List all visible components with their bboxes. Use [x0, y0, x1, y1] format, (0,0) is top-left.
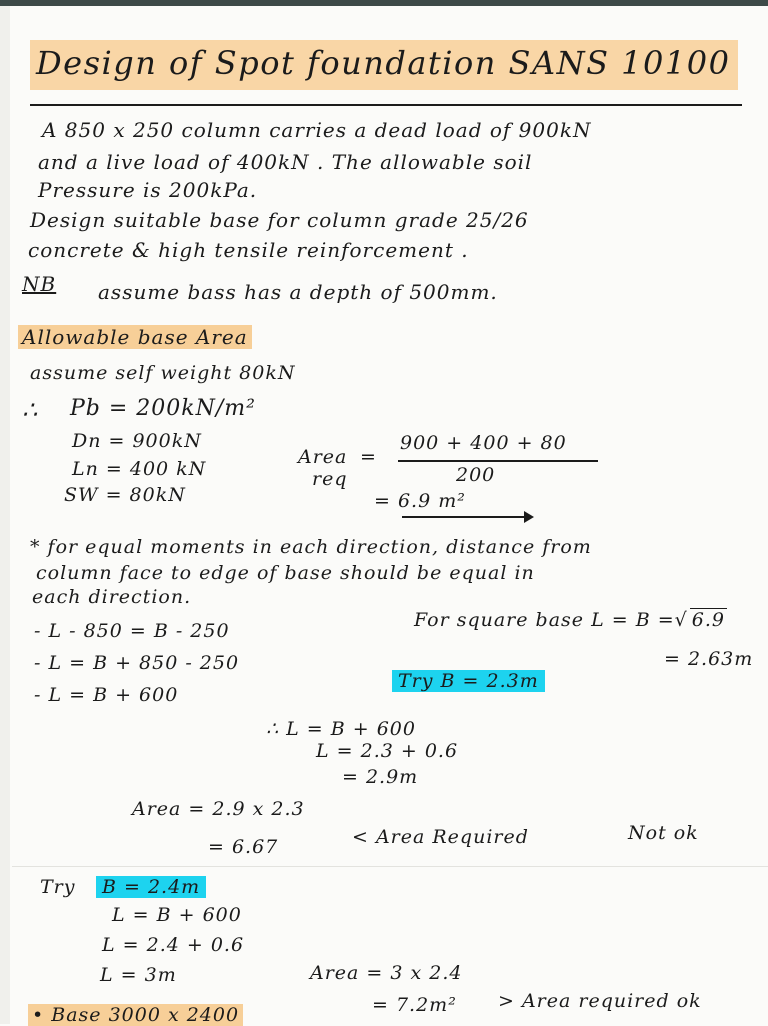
- try-b-2-3-text: Try B = 2.3m: [392, 670, 545, 692]
- calc-l-b-600: ∴ L = B + 600: [266, 718, 416, 740]
- try-b-2-4: [96, 876, 206, 898]
- square-base-result: = 2.63m: [664, 648, 754, 670]
- fraction-numerator: 900 + 400 + 80: [400, 432, 567, 454]
- square-base-formula: [414, 608, 727, 631]
- note-line-1: * for equal moments in each direction, distance from: [30, 536, 592, 558]
- therefore-symbol: ∴: [22, 396, 39, 424]
- area-required-result: = 6.9 m²: [374, 490, 466, 512]
- calc2-l-b-600: L = B + 600: [112, 904, 242, 926]
- sqrt-radicand: 6.9: [691, 609, 725, 631]
- area-req-label-2: req: [312, 468, 348, 490]
- section-heading-text: Allowable base Area: [18, 325, 252, 349]
- area-less-than-required: < Area Required: [352, 826, 529, 848]
- fraction-bar: [398, 460, 598, 462]
- calc-l-2-3: L = 2.3 + 0.6: [316, 740, 459, 762]
- area-calc-result: = 6.67: [208, 836, 279, 858]
- note-line-3: each direction.: [32, 586, 192, 608]
- live-load: Ln = 400 kN: [72, 458, 207, 480]
- dead-load: Dn = 900kN: [72, 430, 202, 452]
- fraction-denominator: 200: [456, 464, 496, 486]
- page-fold-line: [12, 866, 768, 867]
- scan-left-edge: [0, 6, 10, 1024]
- problem-line-5: concrete & high tensile reinforcement .: [28, 238, 469, 262]
- calc2-l-3m: L = 3m: [100, 964, 177, 986]
- try-b-2-4-text: B = 2.4m: [96, 876, 206, 898]
- assume-self-weight: assume self weight 80kN: [30, 362, 296, 384]
- result-arrow: [402, 516, 526, 518]
- try-b-2-3: [392, 670, 545, 692]
- area-calc-1: Area = 2.9 x 2.3: [132, 798, 305, 820]
- base-dimension-text: • Base 3000 x 2400: [28, 1004, 243, 1026]
- section-heading-allowable-area: [18, 325, 252, 349]
- area2-calc-result: = 7.2m²: [372, 994, 457, 1016]
- allowable-pressure: Pb = 200kN/m²: [70, 396, 256, 421]
- area-req-label-1: Area: [298, 446, 348, 468]
- calc-l-2-9: = 2.9m: [342, 766, 419, 788]
- equation-3: - L = B + 600: [34, 684, 179, 706]
- nb-text: assume bass has a depth of 500mm.: [98, 280, 498, 304]
- nb-label: NB: [22, 272, 57, 296]
- calc2-l-2-4: L = 2.4 + 0.6: [102, 934, 245, 956]
- calc-l-b-600-text: L = B + 600: [286, 718, 416, 740]
- self-weight: SW = 80kN: [64, 484, 186, 506]
- area-greater-than-required: > Area required ok: [498, 990, 702, 1012]
- page-title: Design of Spot foundation SANS 10100: [36, 44, 731, 82]
- try-label: Try: [40, 876, 76, 898]
- sqrt-symbol: √: [674, 609, 688, 631]
- title-underline: [30, 104, 742, 106]
- problem-line-3: Pressure is 200kPa.: [38, 178, 258, 202]
- equation-1: - L - 850 = B - 250: [34, 620, 230, 642]
- area2-calc-1: Area = 3 x 2.4: [310, 962, 463, 984]
- note-line-2: column face to edge of base should be equal in: [36, 562, 535, 584]
- square-base-prefix: For square base L = B =: [414, 609, 675, 631]
- problem-line-1: A 850 x 250 column carries a dead load of 900kN: [42, 118, 592, 142]
- problem-line-4: Design suitable base for column grade 25/26: [30, 208, 529, 232]
- equation-2: - L = B + 850 - 250: [34, 652, 240, 674]
- area-equals: =: [360, 446, 377, 468]
- verdict-not-ok: Not ok: [628, 822, 699, 844]
- base-dimension-line: [28, 1004, 243, 1026]
- problem-line-2: and a live load of 400kN . The allowable soil: [38, 150, 533, 174]
- scan-top-edge: [0, 0, 768, 6]
